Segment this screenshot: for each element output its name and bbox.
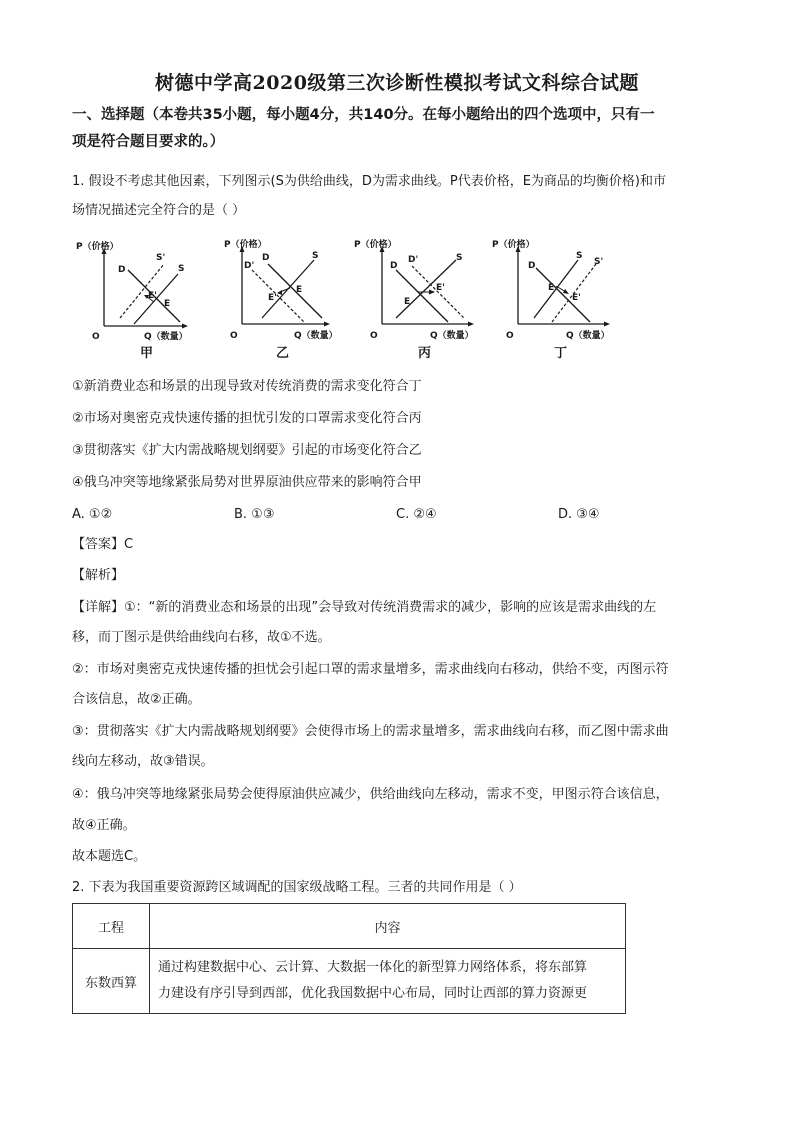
graph-yi-label-s: S <box>312 251 319 261</box>
graph-ding-demand-curve <box>536 268 590 322</box>
page-title: 树德中学高2020级第三次诊断性模拟考试文科综合试题 <box>155 72 639 94</box>
q1-explanation-line: 故本题选C。 <box>72 849 147 864</box>
table-cell-project: 东数西算 <box>73 949 150 1014</box>
graph-ding <box>490 234 625 364</box>
q1-analysis-tag: 【解析】 <box>72 568 125 583</box>
q1-statement-3: ③贯彻落实《扩大内需战略规划纲要》引起的市场变化符合乙 <box>72 443 422 458</box>
q1-graph-group <box>72 234 632 364</box>
graph-yi-label-d-prime: D' <box>244 261 255 271</box>
graph-ding-origin: O <box>506 331 514 341</box>
graph-jia-label-d: D <box>118 265 126 275</box>
graph-bing-svg <box>352 234 487 364</box>
graph-bing-supply-curve <box>396 260 456 318</box>
graph-ding-p-label: P（价格） <box>492 240 535 250</box>
q1-explanation-line: 合该信息，故②正确。 <box>72 692 201 707</box>
graph-yi-origin: O <box>230 331 238 341</box>
graph-yi-label-e: E <box>296 285 303 295</box>
graph-ding-label-e: E <box>548 283 555 293</box>
graph-ding-supply-curve <box>534 260 578 318</box>
graph-bing-label-e-prime: E' <box>436 283 445 293</box>
section-heading-line2: 项是符合题目要求的。） <box>72 134 225 150</box>
graph-yi-svg <box>214 234 349 364</box>
table-header-project: 工程 <box>73 904 150 949</box>
section-heading-line1: 一、选择题（本卷共35小题，每小题4分，共140分。在每小题给出的四个选项中，只有一 <box>72 107 655 123</box>
table-cell-content-line: 力建设有序引导到西部，优化我国数据中心布局，同时让西部的算力资源更 <box>158 986 588 1001</box>
table-header-row <box>73 904 626 949</box>
q1-explanation-line: 线向左移动，故③错误。 <box>72 754 214 769</box>
graph-jia-svg <box>72 234 207 364</box>
graph-jia-label-s-prime: S' <box>156 253 166 263</box>
graph-jia-q-label: Q（数量） <box>144 332 188 342</box>
graph-yi <box>214 234 349 364</box>
graph-yi-q-label: Q（数量） <box>294 331 338 341</box>
graph-ding-label-s-prime: S' <box>594 257 604 267</box>
graph-ding-label-e-prime: E' <box>572 293 581 303</box>
graph-yi-label-d: D <box>262 253 270 263</box>
graph-ding-label-d: D <box>528 261 536 271</box>
graph-bing-p-label: P（价格） <box>354 240 397 250</box>
graph-bing-caption: 丙 <box>418 346 432 361</box>
table-cell-content-line: 通过构建数据中心、云计算、大数据一体化的新型算力网络体系，将东部算 <box>158 960 588 975</box>
q1-option-c: C. ②④ <box>396 507 437 522</box>
answer-tag: 【答案】 <box>72 537 125 552</box>
graph-bing-q-label: Q（数量） <box>430 331 474 341</box>
graph-jia-label-e-prime: E' <box>148 291 157 301</box>
q1-option-a: A. ①② <box>72 507 113 522</box>
q1-explanation-line: 【详解】①：“新的消费业态和场景的出现”会导致对传统消费需求的减少，影响的应该是需求曲线的左 <box>72 600 657 615</box>
table-row <box>73 949 626 1014</box>
graph-ding-caption: 丁 <box>554 346 568 361</box>
q1-stem-line2: 场情况描述完全符合的是（ ） <box>72 203 246 218</box>
graph-yi-demand-curve <box>268 264 322 318</box>
table-header-content: 内容 <box>150 904 626 949</box>
q1-explanation-line: 移，而丁图示是供给曲线向右移，故①不选。 <box>72 630 331 645</box>
graph-bing-demand-curve <box>396 270 448 322</box>
graph-bing-label-d: D <box>390 261 398 271</box>
table-cell-content <box>150 949 626 1014</box>
q1-explanation-line: ④：俄乌冲突等地缘紧张局势会使得原油供应减少，供给曲线向左移动，需求不变，甲图示符合该信息， <box>72 787 669 802</box>
graph-yi-label-e-prime: E' <box>268 293 277 303</box>
graph-ding-svg <box>490 234 625 364</box>
graph-jia-caption: 甲 <box>140 346 154 361</box>
q1-explanation-line: 故④正确。 <box>72 818 136 833</box>
answer-value: C <box>124 537 134 552</box>
graph-ding-q-label: Q（数量） <box>566 331 610 341</box>
q2-resource-table <box>72 903 626 1014</box>
q1-option-d: D. ③④ <box>558 507 600 522</box>
q1-option-b: B. ①③ <box>234 507 275 522</box>
q1-statement-1: ①新消费业态和场景的出现导致对传统消费的需求变化符合丁 <box>72 379 422 394</box>
graph-jia-origin: O <box>92 332 100 342</box>
graph-yi-p-label: P（价格） <box>224 240 267 250</box>
graph-jia-label-s: S <box>178 264 185 274</box>
graph-bing-label-d-prime: D' <box>408 255 419 265</box>
q1-answer <box>72 535 133 555</box>
graph-jia-p-label: P（价格） <box>76 242 119 252</box>
graph-bing-origin: O <box>370 331 378 341</box>
graph-ding-label-s: S <box>576 251 583 261</box>
graph-yi-caption: 乙 <box>276 346 290 361</box>
graph-yi-demand-shifted <box>252 270 304 322</box>
graph-jia <box>72 234 207 364</box>
q1-statement-2: ②市场对奥密克戎快速传播的担忧引发的口罩需求变化符合丙 <box>72 411 422 426</box>
graph-bing <box>352 234 487 364</box>
q1-explanation-line: ②：市场对奥密克戎快速传播的担忧会引起口罩的需求量增多，需求曲线向右移动，供给不变，丙图示符 <box>72 662 669 677</box>
graph-bing-label-e: E <box>404 297 411 307</box>
q1-explanation-line: ③：贯彻落实《扩大内需战略规划纲要》会使得市场上的需求量增多，需求曲线向右移，而乙图中需求曲 <box>72 724 669 739</box>
q1-stem-line1: 1. 假设不考虑其他因素，下列图示(S为供给曲线，D为需求曲线。P代表价格，E为商品的均衡价格)和市 <box>72 174 666 189</box>
graph-jia-supply-shifted <box>120 264 164 318</box>
graph-bing-label-s: S <box>456 253 463 263</box>
q1-statement-4: ④俄乌冲突等地缘紧张局势对世界原油供应带来的影响符合甲 <box>72 475 422 490</box>
q2-stem: 2. 下表为我国重要资源跨区域调配的国家级战略工程。三者的共同作用是（ ） <box>72 880 522 895</box>
graph-jia-label-e: E <box>164 299 171 309</box>
